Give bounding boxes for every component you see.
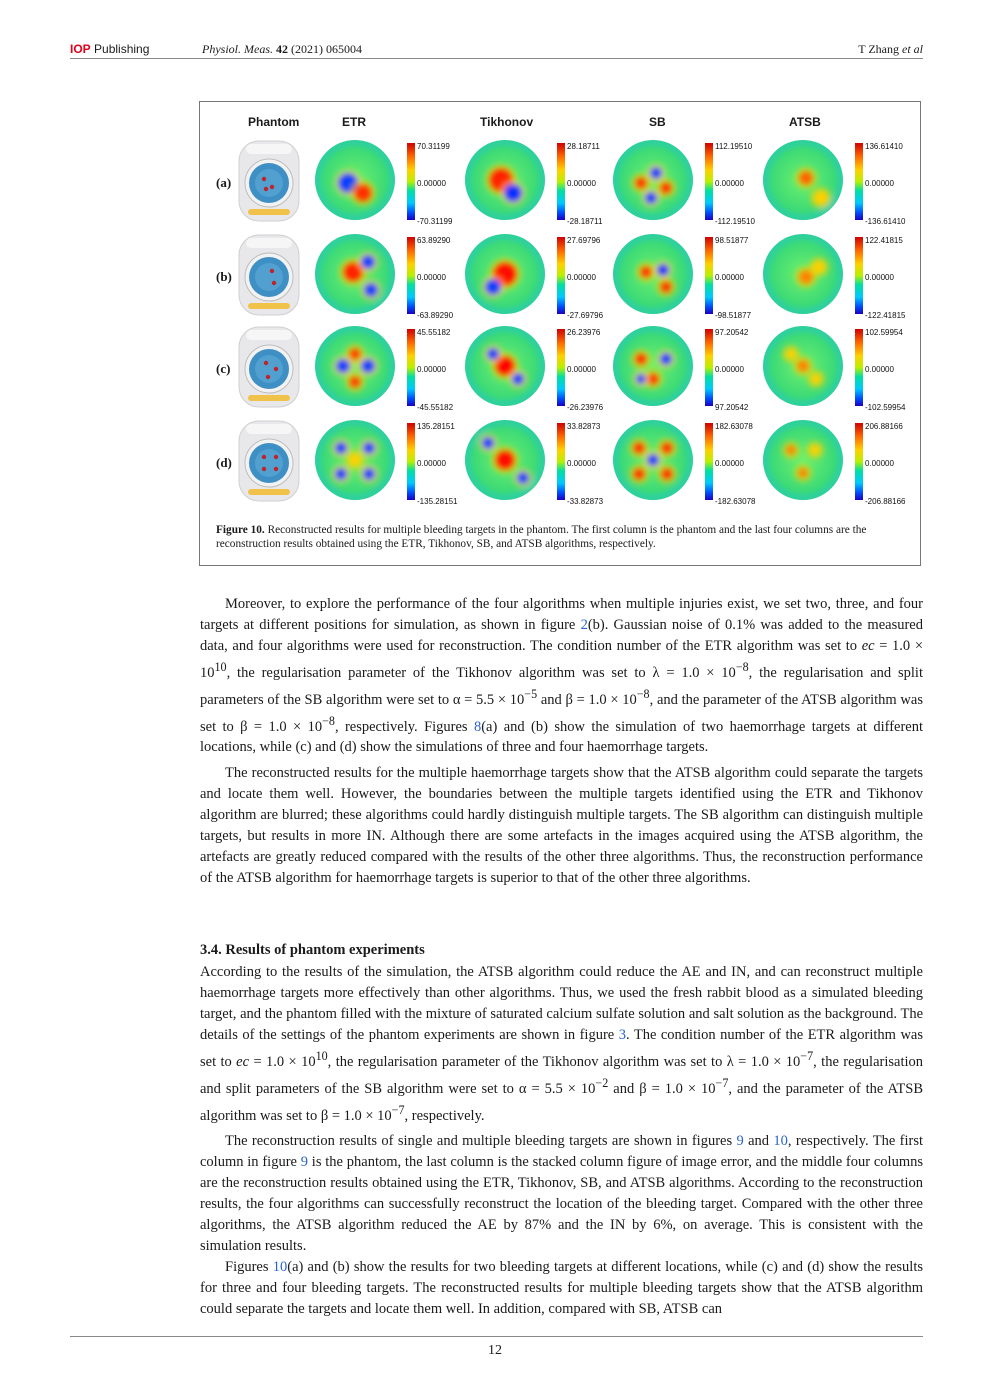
colorbar-max-label: 102.59954 xyxy=(865,328,903,337)
colorbar-min-label: -122.41815 xyxy=(865,311,906,320)
colorbar-zero-label: 0.00000 xyxy=(865,459,894,468)
colorbar-etr xyxy=(407,237,415,314)
page-number: 12 xyxy=(488,1343,502,1358)
recon-etr-image xyxy=(313,138,397,222)
colorbar-zero-label: 0.00000 xyxy=(865,273,894,282)
footer-rule xyxy=(70,1336,923,1337)
colorbar-min-label: -26.23976 xyxy=(567,403,604,412)
colorbar-tikhonov xyxy=(557,237,565,314)
paragraph-2: The reconstructed results for the multiple haemorrhage targets show that the ATSB algorithm could separate the targets and locate them well. However, the boundaries between the multiple targets identified using the ETR and Tikhonov algorithm are blurred; these algorithms could hardly distinguish multiple targets. The SB algorithm can distinguish multiple targets, but results in more IN. Although there are some artefacts in the images acquired using the ATSB algorithm, the artefacts are greatly reduced compared with the results of the other three algorithms. Thus, the reconstruction performance of the ATSB algorithm for haemorrhage targets is superior to that of the other three algorithms. xyxy=(200,765,923,886)
colorbar-tikhonov xyxy=(557,423,565,500)
colorbar-min-label: 97.20542 xyxy=(715,403,749,412)
running-author: T Zhang et al xyxy=(858,42,923,56)
header-rule xyxy=(70,58,923,59)
row-label: (c) xyxy=(216,361,231,376)
colorbar-min-label: -28.18711 xyxy=(567,217,603,226)
paragraph-5: Figures 10(a) and (b) show the results for two bleeding targets at different locations, while (c) and (d) show the results for three and four bleeding targets. The reconstructed results for multiple bleeding targets show that the ATSB algorithm could separate the targets and locate them well. In addition, compared with SB, ATSB can xyxy=(200,1259,924,1317)
recon-sb-image xyxy=(611,232,695,316)
colorbar-atsb xyxy=(855,423,863,500)
phantom-photo xyxy=(236,233,302,317)
publisher-logo: IOP Publishing xyxy=(70,42,150,56)
row-label: (b) xyxy=(216,269,232,284)
colorbar-min-label: -45.55182 xyxy=(417,403,454,412)
colorbar-max-label: 45.55182 xyxy=(417,328,451,337)
colorbar-max-label: 27.69796 xyxy=(567,236,601,245)
colorbar-max-label: 97.20542 xyxy=(715,328,749,337)
paragraph-3: According to the results of the simulation, the ATSB algorithm could reduce the AE and IN, and can reconstruct multiple haemorrhage targets more effectively than other algorithms. Thus, we used the fresh rabbit blood as a simulated bleeding target, and the phantom filled with the mixture of saturated calcium sulfate solution and salt solution as the background. The details of the settings of the phantom experiments are shown in figure 3. The condition number of the ETR algorithm was set to ec = $1.0 \times 10^{10}$, the regularisation parameter of the Tikhonov algorithm was set to $\lambda = 1.0 \times 10^{-7}$, the regularisation and split parameters of the SB algorithm were set to $\alpha = 5.5 \times 10^{-2}$ and $\beta = 1.0 \times 10^{-7}$, and the parameter of the ATSB algorithm was set to $\beta = 1.0 \times 10^{-7}$, respectively. xyxy=(200,964,923,1124)
colorbar-min-label: -112.19510 xyxy=(715,217,755,226)
colorbar-zero-label: 0.00000 xyxy=(715,179,744,188)
colorbar-tikhonov xyxy=(557,143,565,220)
colorbar-max-label: 33.82873 xyxy=(567,422,601,431)
figure-link[interactable]: 9 xyxy=(736,1133,744,1149)
colorbar-max-label: 122.41815 xyxy=(865,236,903,245)
colorbar-zero-label: 0.00000 xyxy=(567,273,596,282)
colorbar-sb xyxy=(705,329,713,406)
recon-sb-image xyxy=(611,324,695,408)
recon-tikhonov-image xyxy=(463,232,547,316)
recon-atsb-image xyxy=(761,418,845,502)
recon-atsb-image xyxy=(761,232,845,316)
colorbar-zero-label: 0.00000 xyxy=(715,365,744,374)
phantom-photo xyxy=(236,419,302,503)
colorbar-max-label: 63.89290 xyxy=(417,236,451,245)
figure-10 xyxy=(199,101,921,566)
figure-link[interactable]: 2 xyxy=(580,617,588,633)
colorbar-min-label: -136.61410 xyxy=(865,217,906,226)
colorbar-min-label: -102.59954 xyxy=(865,403,906,412)
colorbar-zero-label: 0.00000 xyxy=(715,459,744,468)
recon-tikhonov-image xyxy=(463,138,547,222)
recon-etr-image xyxy=(313,324,397,408)
recon-sb-image xyxy=(611,138,695,222)
colorbar-zero-label: 0.00000 xyxy=(865,365,894,374)
colorbar-max-label: 206.88166 xyxy=(865,422,903,431)
colorbar-min-label: -33.82873 xyxy=(567,497,604,506)
colorbar-zero-label: 0.00000 xyxy=(865,179,894,188)
col-header-atsb: ATSB xyxy=(789,115,821,129)
colorbar-etr xyxy=(407,423,415,500)
colorbar-zero-label: 0.00000 xyxy=(417,179,446,188)
figure-link[interactable]: 10 xyxy=(272,1259,288,1275)
colorbar-zero-label: 0.00000 xyxy=(417,273,446,282)
colorbar-zero-label: 0.00000 xyxy=(567,179,596,188)
running-header xyxy=(70,40,923,60)
colorbar-min-label: -27.69796 xyxy=(567,311,604,320)
figure-link[interactable]: 10 xyxy=(773,1133,788,1149)
colorbar-max-label: 98.51877 xyxy=(715,236,749,245)
recon-etr-image xyxy=(313,232,397,316)
phantom-photo xyxy=(236,325,302,409)
colorbar-max-label: 70.31199 xyxy=(417,142,450,151)
figure-link[interactable]: 3 xyxy=(618,1027,626,1043)
col-header-tikhonov: Tikhonov xyxy=(480,115,534,129)
recon-tikhonov-image xyxy=(463,324,547,408)
colorbar-max-label: 136.61410 xyxy=(865,142,903,151)
colorbar-zero-label: 0.00000 xyxy=(417,459,446,468)
colorbar-min-label: -182.63078 xyxy=(715,497,756,506)
colorbar-etr xyxy=(407,329,415,406)
colorbar-zero-label: 0.00000 xyxy=(567,365,596,374)
row-label: (a) xyxy=(216,175,232,190)
col-header-sb: SB xyxy=(649,115,666,129)
colorbar-zero-label: 0.00000 xyxy=(417,365,446,374)
section-heading: 3.4. Results of phantom experiments xyxy=(200,942,425,958)
colorbar-max-label: 26.23976 xyxy=(567,328,601,337)
colorbar-sb xyxy=(705,237,713,314)
colorbar-sb xyxy=(705,423,713,500)
recon-sb-image xyxy=(611,418,695,502)
colorbar-atsb xyxy=(855,237,863,314)
recon-atsb-image xyxy=(761,324,845,408)
colorbar-tikhonov xyxy=(557,329,565,406)
figure-link[interactable]: 8 xyxy=(473,718,482,735)
colorbar-max-label: 135.28151 xyxy=(417,422,455,431)
col-header-phantom: Phantom xyxy=(248,115,300,129)
colorbar-min-label: -63.89290 xyxy=(417,311,454,320)
figure-link[interactable]: 9 xyxy=(300,1154,309,1170)
colorbar-etr xyxy=(407,143,415,220)
colorbar-sb xyxy=(705,143,713,220)
paragraph-1: Moreover, to explore the performance of the four algorithms when multiple injuries exist, we set two, three, and four targets at different positions for simulation, as shown in figure 2(b). Gaussian noise of 0.1% was added to the measured data, and four algorithms were used for reconstruction. The condition number of the ETR algorithm was set to ec = $1.0 \times 10^{10}$, the regularisation parameter of the Tikhonov algorithm was set to $\lambda = 1.0 \times 10^{-8}$, the regularisation and split parameters of the SB algorithm were set to $\alpha = 5.5 \times 10^{-5}$ and $\beta = 1.0 \times 10^{-8}$, and the parameter of the ATSB algorithm was set to $\beta = 1.0 \times 10^{-8}$, respectively. Figures 8(a) and (b) show the simulation of two haemorrhage targets at different locations, while (c) and (d) show the simulations of three and four haemorrhage targets. xyxy=(200,596,923,756)
recon-etr-image xyxy=(313,418,397,502)
colorbar-atsb xyxy=(855,329,863,406)
colorbar-zero-label: 0.00000 xyxy=(567,459,596,468)
colorbar-zero-label: 0.00000 xyxy=(715,273,744,282)
colorbar-atsb xyxy=(855,143,863,220)
figure-caption: Figure 10. Reconstructed results for multiple bleeding targets in the phantom. The first column is the phantom and the last four columns are the reconstruction results obtained using the ETR, Tikhonov, SB, and ATSB algorithms, respectively. xyxy=(216,524,867,550)
paragraph-4: The reconstruction results of single and multiple bleeding targets are shown in figures 9 and 10, respectively. The first column in figure 9 is the phantom, the last column is the stacked column figure of image error, and the middle four columns are the reconstruction results obtained using the ETR, Tikhonov, SB, and ATSB algorithms. According to the reconstruction results, the four algorithms can successfully reconstruct the location of the bleeding target. Compared with the other three algorithms, the ATSB algorithm reduced the AE by 87% and the IN by 6%, on average. This is consistent with the simulation results. xyxy=(200,1133,924,1254)
colorbar-min-label: -135.28151 xyxy=(417,497,458,506)
colorbar-max-label: 28.18711 xyxy=(567,142,600,151)
row-label: (d) xyxy=(216,455,232,470)
journal-citation: Physiol. Meas. 42 (2021) 065004 xyxy=(202,42,362,56)
phantom-photo xyxy=(236,139,302,223)
recon-atsb-image xyxy=(761,138,845,222)
colorbar-min-label: -206.88166 xyxy=(865,497,906,506)
colorbar-min-label: -98.51877 xyxy=(715,311,752,320)
col-header-etr: ETR xyxy=(342,115,366,129)
colorbar-max-label: 182.63078 xyxy=(715,422,753,431)
recon-tikhonov-image xyxy=(463,418,547,502)
colorbar-min-label: -70.31199 xyxy=(417,217,453,226)
colorbar-max-label: 112.19510 xyxy=(715,142,753,151)
